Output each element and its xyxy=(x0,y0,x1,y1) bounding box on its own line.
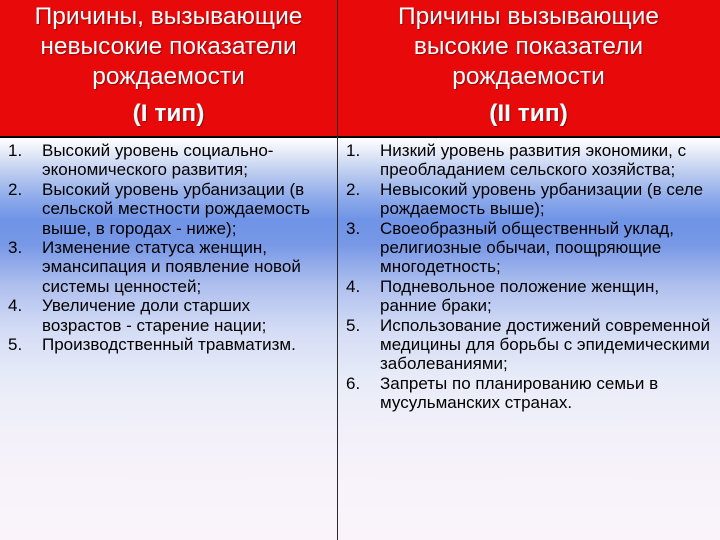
high-birthrate-causes-list xyxy=(346,141,716,413)
list-item xyxy=(346,141,716,180)
list-item-number: 2. xyxy=(8,179,23,199)
header-type-2-line: рождаемости xyxy=(452,63,605,90)
list-item xyxy=(8,180,334,238)
header-type-1-line: рождаемости xyxy=(92,63,245,90)
list-item-number: 1. xyxy=(346,141,361,160)
list-item-text: Изменение статуса женщин, эмансипация и появление новой системы ценностей; xyxy=(42,238,301,296)
list-item-number: 3. xyxy=(346,218,361,238)
header-type-1 xyxy=(2,2,335,134)
list-item xyxy=(346,219,716,277)
header-type-2-line: Причины вызывающие xyxy=(398,3,659,30)
list-item-text: Производственный травматизм. xyxy=(42,335,296,355)
list-item-number: 5. xyxy=(8,335,23,355)
list-item xyxy=(8,296,334,335)
list-item-number: 1. xyxy=(8,141,23,160)
header-type-2 xyxy=(339,2,718,134)
list-item-number: 2. xyxy=(346,179,361,199)
list-item-text: Высокий уровень социально-экономического развития; xyxy=(42,141,274,180)
list-item-text: Подневольное положение женщин, ранние браки; xyxy=(380,276,660,316)
list-item-text: Запреты по планированию семьи в мусульманских странах. xyxy=(380,373,659,413)
list-item-text: Высокий уровень урбанизации (в сельской местности рождаемость выше, в городах - ниже); xyxy=(42,179,310,238)
low-birthrate-causes-list xyxy=(8,141,334,354)
list-item-number: 3. xyxy=(8,238,23,258)
header-type-1-line: Причины, вызывающие xyxy=(34,3,303,30)
list-item xyxy=(346,374,716,413)
list-item-text: Увеличение доли старших возрастов - старение нации; xyxy=(42,296,267,335)
list-item xyxy=(8,141,334,180)
list-item xyxy=(346,316,716,374)
list-item-number: 4. xyxy=(346,276,361,296)
column-divider xyxy=(337,0,338,540)
list-item xyxy=(346,180,716,219)
list-item-text: Своеобразный общественный уклад, религиозные обычаи, поощряющие многодетность; xyxy=(380,218,674,277)
list-item-number: 5. xyxy=(346,315,361,335)
header-type-2-line: высокие показатели xyxy=(413,33,644,60)
list-item xyxy=(8,335,334,354)
list-item xyxy=(346,277,716,316)
header-type-2-label: (II тип) xyxy=(489,100,568,127)
list-item-number: 6. xyxy=(346,373,361,393)
header-type-1-line: невысокие показатели xyxy=(40,33,297,60)
header-type-1-label: (I тип) xyxy=(132,100,205,127)
list-item-text: Использование достижений современной медицины для борьбы с эпидемическими заболеваниями; xyxy=(380,315,711,374)
list-item-text: Невысокий уровень урбанизации (в селе рождаемость выше); xyxy=(380,179,704,219)
list-item-number: 4. xyxy=(8,296,23,316)
list-item-text: Низкий уровень развития экономики, с преобладанием сельского хозяйства; xyxy=(380,141,687,180)
list-item xyxy=(8,238,334,296)
